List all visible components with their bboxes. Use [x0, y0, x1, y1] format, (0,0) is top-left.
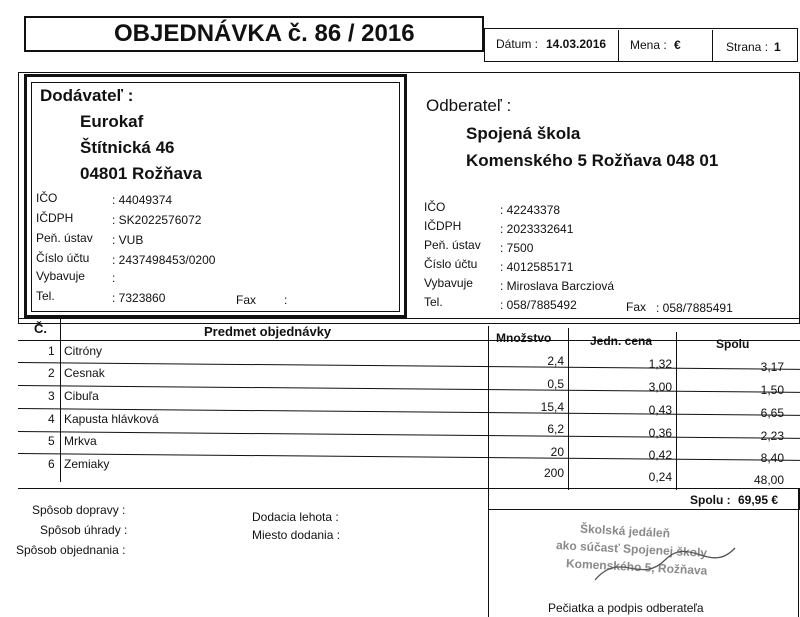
document-title: OBJEDNÁVKA č. 86 / 2016: [114, 20, 415, 47]
sum-label: Spolu :: [690, 493, 731, 507]
col-header-unit: Jedn. cena: [590, 334, 653, 348]
currency-label: Mena :: [630, 38, 667, 52]
row-unit: 0,24: [648, 470, 672, 484]
row-item: Kapusta hlávková: [64, 412, 159, 426]
row-item: Citróny: [64, 344, 103, 358]
delivery-term-label: Dodacia lehota :: [252, 510, 339, 524]
col-divider: [568, 328, 569, 490]
row-no: 1: [48, 344, 55, 358]
signature-label: Pečiatka a podpis odberateľa: [548, 601, 704, 615]
customer-address: Komenského 5 Rožňava 048 01: [466, 151, 719, 170]
header-divider: [712, 30, 713, 62]
stamp-line: Komenského 5, Rožňava: [565, 556, 708, 578]
supplier-fax-label: Fax: [236, 293, 257, 307]
row-unit: 0,43: [648, 403, 672, 417]
currency-value: €: [674, 38, 681, 52]
col-header-item: Predmet objednávky: [204, 324, 332, 339]
customer-tel-label: Tel.: [424, 295, 443, 309]
customer-ico: : 42243378: [500, 203, 561, 217]
row-no: 4: [48, 412, 55, 426]
supplier-fax: :: [284, 293, 288, 307]
customer-account-label: Číslo účtu: [424, 257, 478, 271]
row-qty: 2,4: [547, 354, 564, 368]
order-method-label: Spôsob objednania :: [16, 543, 126, 557]
page-label: Strana :: [726, 40, 769, 54]
footer-right-border: [798, 488, 799, 617]
stamp-line: Školská jedáleň: [579, 521, 671, 541]
customer-bank-label: Peň. ústav: [424, 238, 481, 252]
row-line: [18, 385, 800, 393]
sum-value: 69,95 €: [738, 493, 779, 507]
supplier-heading: Dodávateľ :: [40, 86, 134, 105]
col-header-total: Spolu: [716, 337, 750, 351]
supplier-icdph: : SK2022576072: [112, 213, 202, 227]
row-item: Cesnak: [64, 366, 105, 380]
signature-mark: [590, 540, 740, 590]
row-qty: 6,2: [547, 422, 564, 436]
row-no: 6: [48, 457, 55, 471]
row-no: 5: [48, 434, 55, 448]
row-total: 3,17: [760, 360, 784, 374]
row-line: [18, 453, 800, 461]
date-value: 14.03.2016: [546, 37, 607, 51]
supplier-street: Štítnická 46: [80, 138, 175, 157]
customer-bank: : 7500: [500, 241, 534, 255]
supplier-account-label: Číslo účtu: [36, 251, 90, 265]
customer-tel: : 058/7885492: [500, 298, 577, 312]
supplier-account: : 2437498453/0200: [112, 253, 216, 267]
customer-fax: : 058/7885491: [656, 301, 733, 315]
customer-icdph-label: IČDPH: [424, 219, 462, 233]
footer-divider: [488, 510, 489, 617]
col-header-qty: Množstvo: [496, 331, 552, 345]
row-item: Zemiaky: [64, 457, 110, 471]
transport-label: Spôsob dopravy :: [32, 503, 126, 517]
supplier-icdph-label: IČDPH: [36, 211, 74, 225]
col-divider: [676, 332, 677, 490]
row-total: 1,50: [760, 383, 784, 397]
row-qty: 200: [543, 466, 564, 480]
row-no: 3: [48, 389, 55, 403]
supplier-handled: :: [112, 271, 116, 285]
row-qty: 15,4: [540, 400, 564, 414]
row-line: [18, 431, 800, 439]
supplier-ico-label: IČO: [36, 191, 58, 205]
supplier-ico: : 44049374: [112, 193, 173, 207]
row-total: 8,40: [760, 451, 784, 465]
row-qty: 0,5: [547, 377, 564, 391]
supplier-handled-label: Vybavuje: [36, 269, 85, 283]
row-unit: 0,42: [648, 448, 672, 462]
payment-label: Spôsob úhrady :: [40, 523, 128, 537]
col-header-no: Č.: [34, 321, 47, 336]
table-header-line: [18, 340, 800, 341]
customer-handled: : Miroslava Barcziová: [500, 279, 615, 293]
row-line: [18, 362, 800, 370]
supplier-bank-label: Peň. ústav: [36, 231, 93, 245]
row-qty: 20: [550, 445, 564, 459]
row-unit: 3,00: [648, 380, 672, 394]
customer-fax-label: Fax: [626, 300, 647, 314]
customer-heading: Odberateľ :: [426, 96, 512, 115]
customer-handled-label: Vybavuje: [424, 276, 473, 290]
col-divider: [60, 318, 61, 482]
customer-ico-label: IČO: [424, 200, 446, 214]
row-no: 2: [48, 366, 55, 380]
row-total: 2,23: [760, 429, 784, 443]
table-top-line: [18, 318, 800, 319]
row-total: 48,00: [753, 473, 784, 487]
row-unit: 0,36: [648, 426, 672, 440]
row-total: 6,65: [760, 406, 784, 420]
supplier-bank: : VUB: [112, 233, 144, 247]
supplier-tel-label: Tel.: [36, 289, 55, 303]
customer-account: : 4012585171: [500, 260, 574, 274]
header-divider: [618, 30, 619, 62]
row-item: Cibuľa: [64, 389, 99, 403]
stamp-line: ako súčasť Spojenej školy: [555, 538, 708, 560]
col-divider: [488, 326, 489, 490]
row-unit: 1,32: [648, 357, 672, 371]
customer-name: Spojená škola: [466, 124, 581, 143]
supplier-city: 04801 Rožňava: [80, 164, 202, 183]
date-label: Dátum :: [496, 37, 539, 51]
supplier-tel: : 7323860: [112, 291, 166, 305]
page-value: 1: [774, 40, 781, 54]
row-item: Mrkva: [64, 434, 97, 448]
delivery-place-label: Miesto dodania :: [252, 528, 341, 542]
customer-icdph: : 2023332641: [500, 222, 574, 236]
supplier-name: Eurokaf: [80, 112, 144, 131]
